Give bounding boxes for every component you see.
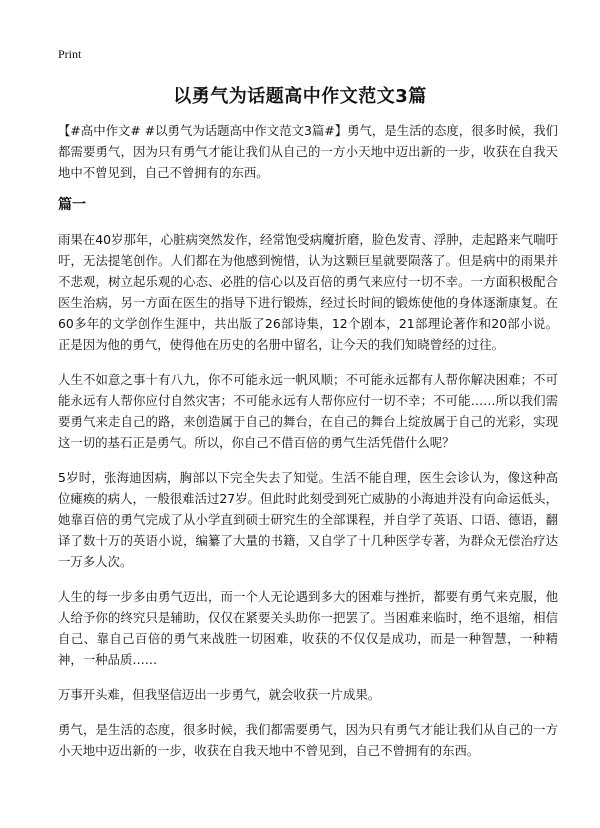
- paragraph-3: 5岁时，张海迪因病，胸部以下完全失去了知觉。生活不能自理，医生会诊认为，像这种高位瘫痪的病人，一般很难活过27岁。但此时此刻受到死亡威胁的小海迪并没有向命运低头，她靠百倍的勇气完成了从小学直到硕士研究生的全部课程，并自学了英语、口语、德语，翻译了数十万的英语小说，编纂了大量的书籍，又自学了十几种医学专著，为群众无偿治疗达一万多人次。: [58, 470, 558, 569]
- intro-paragraph: 【#高中作文# #以勇气为话题高中作文范文3篇#】勇气，是生活的态度，很多时候，我们都需要勇气，因为只有勇气才能让我们从自己的一方小天地中迈出新的一步，收获在自我天地中不曾见到，自己不曾拥有的东西。: [58, 123, 558, 180]
- paragraph-5: 万事开头难，但我坚信迈出一步勇气，就会收获一片成果。: [58, 687, 381, 702]
- article-body: [58, 120, 558, 761]
- paragraph-2: 人生不如意之事十有八九，你不可能永远一帆风顺；不可能永远都有人帮你解决困难；不可能永远有人帮你应付自然灾害；不可能永远有人帮你应付一切不幸；不可能……所以我们需要勇气来走自己的路，来创造属于自己的舞台，在自己的舞台上绽放属于自己的光彩，实现这一切的基石正是勇气。所以，你自己不借百倍的勇气生活凭借什么呢？: [58, 372, 558, 450]
- page-title: 以勇气为话题高中作文范文3篇: [173, 86, 427, 107]
- paragraph-6: 勇气，是生活的态度，很多时候，我们都需要勇气，因为只有勇气才能让我们从自己的一方小天地中迈出新的一步，收获在自我天地中不曾见到，自己不曾拥有的东西。: [58, 722, 558, 758]
- paragraph-4: 人生的每一步多由勇气迈出，而一个人无论遇到多大的困难与挫折，都要有勇气来克服，他人给予你的终究只是辅助，仅仅在紧要关头助你一把罢了。当困难来临时，绝不退缩，相信自己、靠自己百倍的勇气来战胜一切困难，收获的不仅仅是成功，而是一种智慧，一种精神，一种品质……: [58, 589, 558, 667]
- print-link[interactable]: Print: [58, 47, 82, 61]
- section-heading: 篇一: [58, 197, 86, 213]
- paragraph-1: 雨果在40岁那年，心脏病突然发作，经常饱受病魔折磨，脸色发青、浮肿，走起路来气喘吁吁，无法提笔创作。人们都在为他感到惋惜，认为这颗巨星就要陨落了。但是病中的雨果并不悲观，树立起乐观的心态、必胜的信心以及百倍的勇气来应付一切不幸。一方面积极配合医生治病，另一方面在医生的指导下进行锻炼，经过长时间的锻炼使他的身体逐渐康复。在60多年的文学创作生涯中，共出版了26部诗集，12个剧本，21部理论著作和20部小说。正是因为他的勇气，使得他在历史的名册中留名，让今天的我们知晓曾经的过往。: [58, 232, 558, 352]
